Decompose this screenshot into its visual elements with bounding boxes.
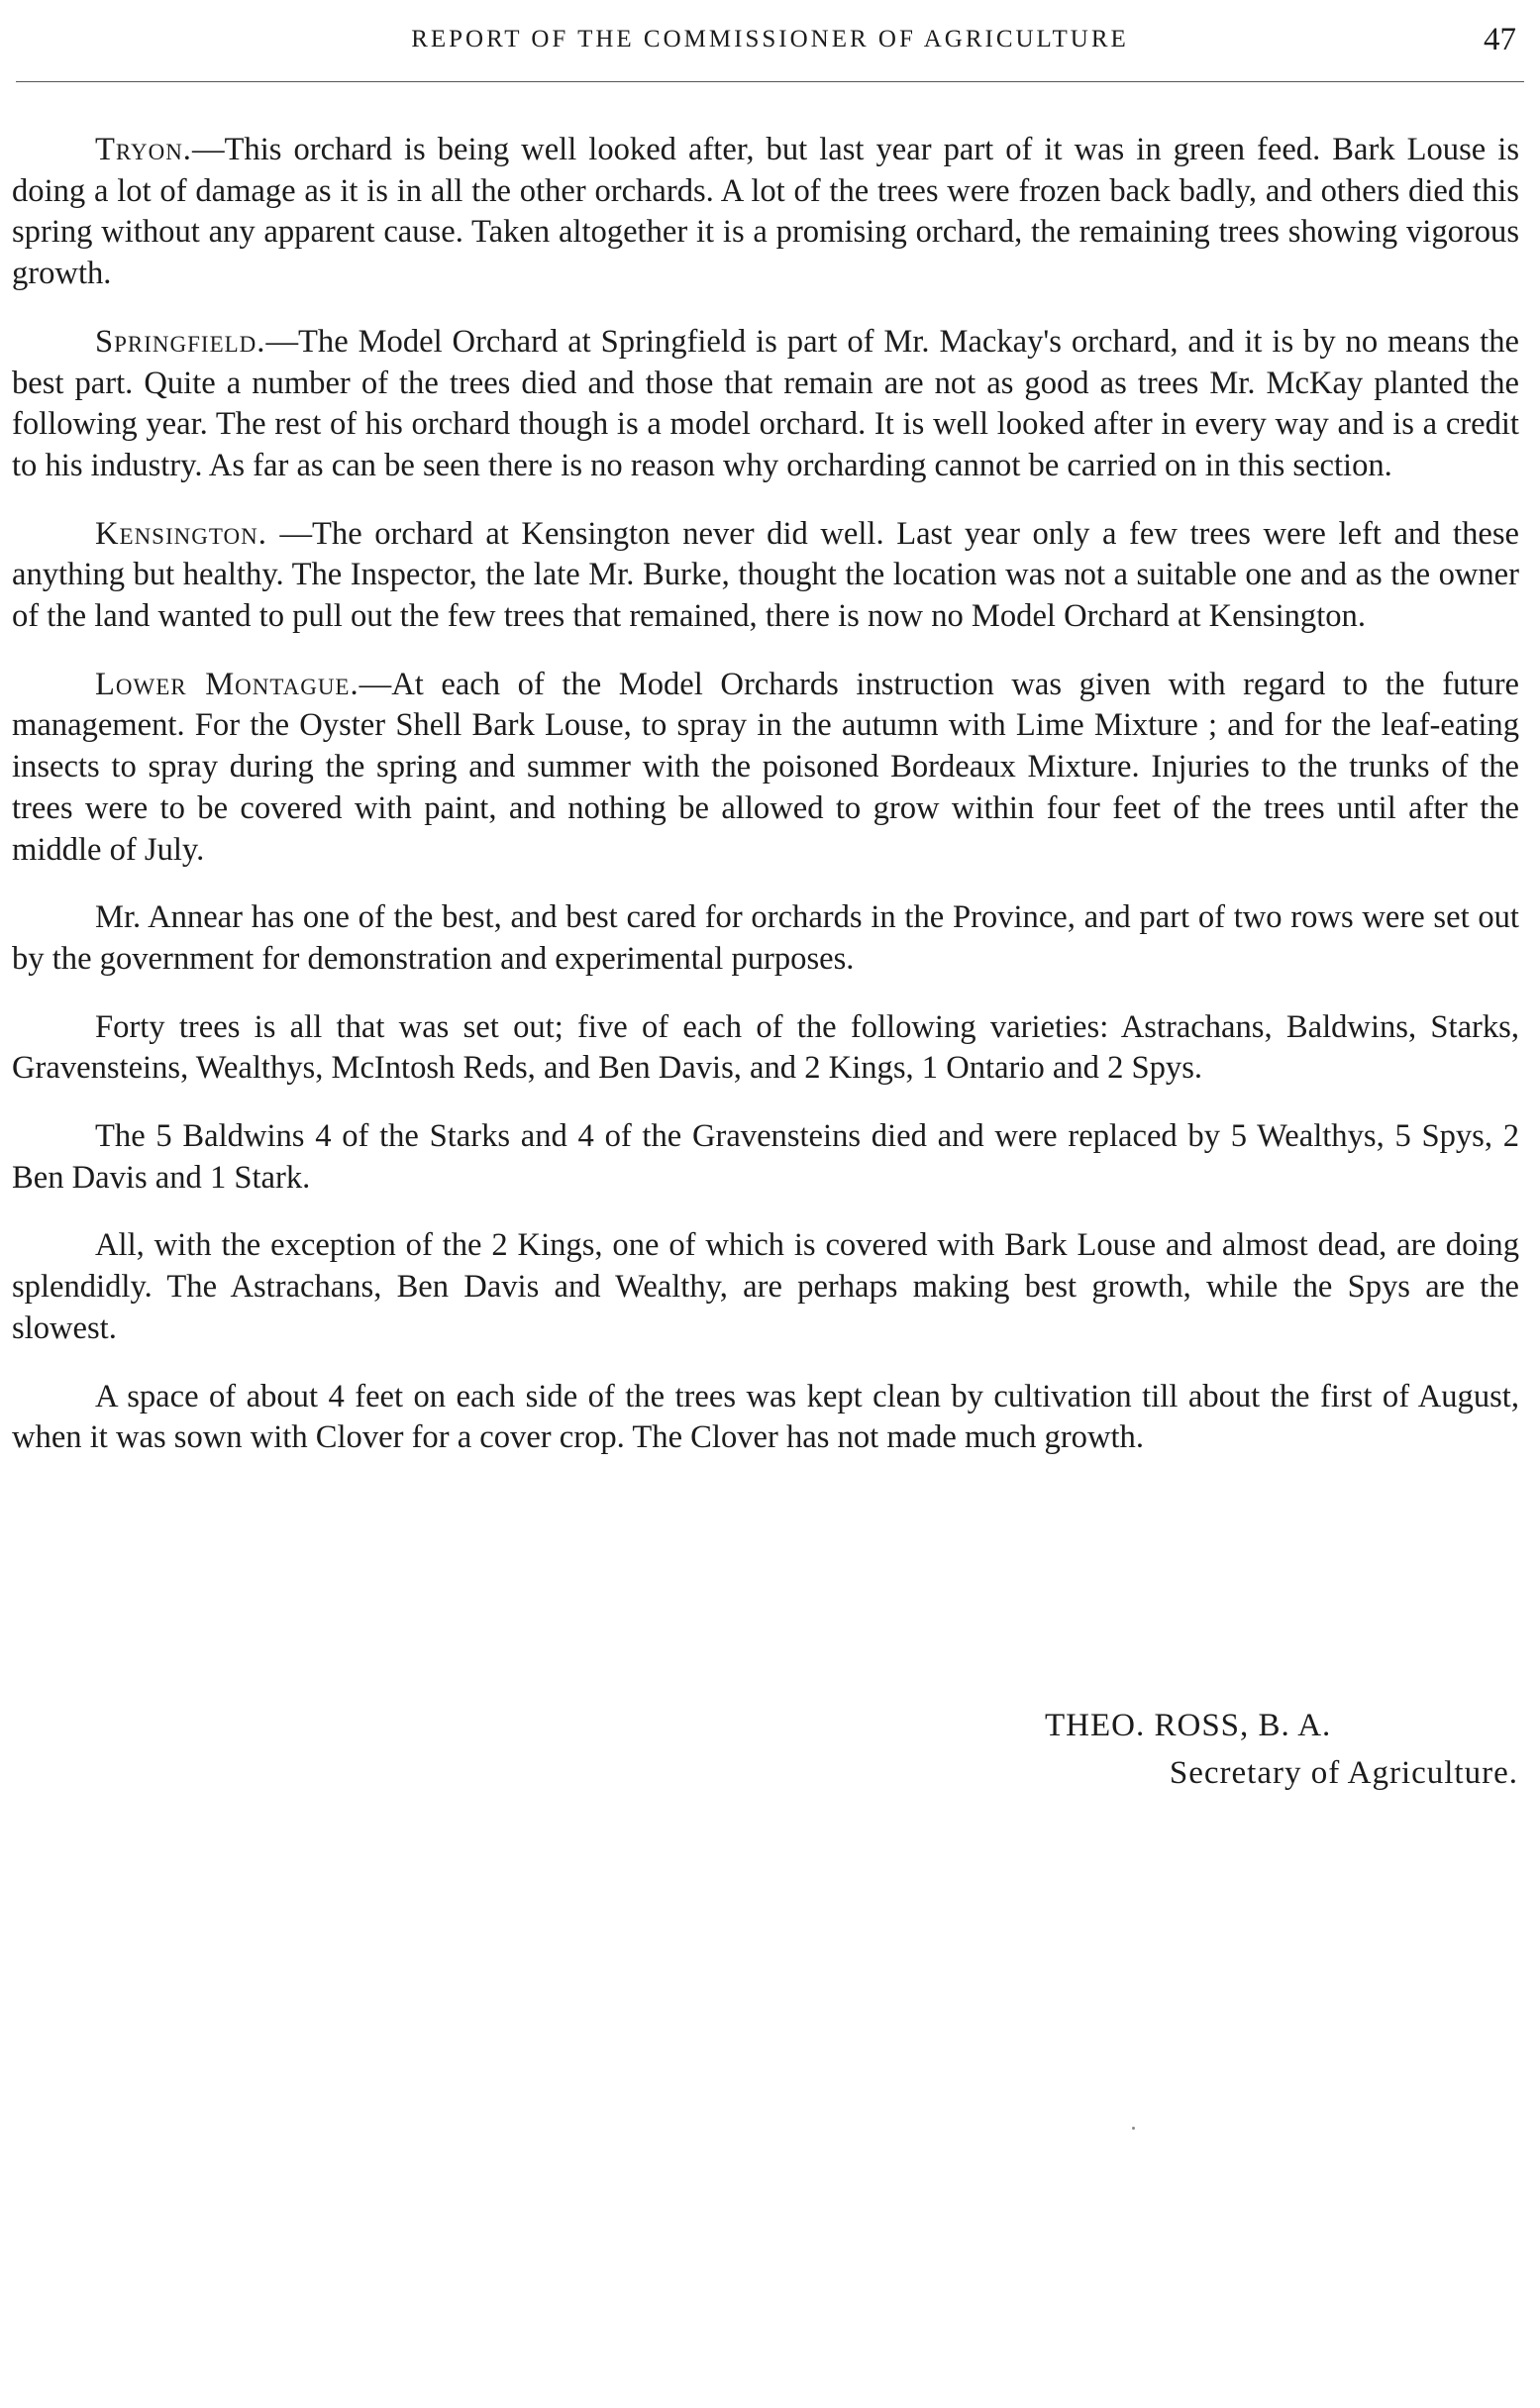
paragraph-text: Forty trees is all that was set out; five of each of the following varieties: Astrachans, Baldwins, Starks, Gravensteins, Wealthys, McIntosh Reds, and Ben Davis, and 2 Kings, 1 Ontario and 2 Spys. <box>12 1008 1519 1087</box>
page-number: 47 <box>1484 22 1516 57</box>
paragraph-lead: Kensington. <box>95 515 267 552</box>
signature-title: Secretary of Agriculture. <box>1169 1755 1518 1791</box>
paragraph-lead: Tryon. <box>95 132 192 167</box>
paragraph-text: Mr. Annear has one of the best, and best cared for orchards in the Province, and part of two rows were set out by the government for demonstration and experimental purposes. <box>12 899 1519 977</box>
paragraph-lead: Lower Montague. <box>95 666 359 702</box>
paragraph-text: All, with the exception of the 2 Kings, one of which is covered with Bark Louse and almost dead, are doing splendidly. The Astrachans, Ben Davis and Wealthy, are perhaps making best growth, while the Spys are the slowest. <box>12 1227 1519 1346</box>
header-rule <box>16 81 1524 82</box>
running-head: REPORT OF THE COMMISSIONER OF AGRICULTURE <box>411 26 1129 52</box>
body-text <box>12 130 1519 1486</box>
paragraph-lead: Springfield. <box>95 323 266 360</box>
paragraph-tryon <box>12 130 1519 295</box>
page-header <box>16 20 1524 69</box>
paragraph-replacements <box>12 1116 1519 1199</box>
paragraph-annear <box>12 897 1519 980</box>
paragraph-text: The 5 Baldwins 4 of the Starks and 4 of the Gravensteins died and were replaced by 5 Wealthys, 5 Spys, 2 Ben Davis and 1 Stark. <box>12 1118 1519 1196</box>
paragraph-springfield <box>12 322 1519 487</box>
paragraph-lower-montague <box>12 665 1519 872</box>
signature-name: THEO. ROSS, B. A. <box>1045 1708 1332 1743</box>
paragraph-kensington <box>12 514 1519 638</box>
paragraph-text: A space of about 4 feet on each side of the trees was kept clean by cultivation till about the first of August, when it was sown with Clover for a cover crop. The Clover has not made much growth. <box>12 1378 1519 1456</box>
paragraph-text: —At each of the Model Orchards instruction was given with regard to the future management. For the Oyster Shell Bark Louse, to spray in the autumn with Lime Mixture ; and for the leaf-eating insects to spray during the spring and summer with the poisoned Bordeaux Mixture. Injuries to the trunks of the trees were to be covered with paint, and nothing be allowed to grow within four feet of the trees until after the middle of July. <box>12 666 1520 868</box>
paragraph-text: —The orchard at Kensington never did well. Last year only a few trees were left and these anything but healthy. The Inspector, the late Mr. Burke, thought the location was not a suitable one and as the owner of the land wanted to pull out the few trees that remained, there is now no Model Orchard at Kensington. <box>12 515 1519 635</box>
print-speck <box>1132 2127 1135 2130</box>
paragraph-forty-trees <box>12 1007 1519 1090</box>
paragraph-cultivation <box>12 1377 1519 1459</box>
paragraph-text: —The Model Orchard at Springfield is part of Mr. Mackay's orchard, and it is by no means the best part. Quite a number of the trees died and those that remain are not as good as trees Mr. McKay planted the following year. The rest of his orchard though is a model orchard. It is well looked after in every way and is a credit to his industry. As far as can be seen there is no reason why orcharding cannot be carried on in this section. <box>12 323 1519 483</box>
paragraph-text: —This orchard is being well looked after, but last year part of it was in green feed. Bark Louse is doing a lot of damage as it is in all the other orchards. A lot of the trees were frozen back badly, and others died this spring without any apparent cause. Taken altogether it is a promising orchard, the remaining trees showing vigorous growth. <box>12 132 1519 292</box>
paragraph-growth <box>12 1225 1519 1349</box>
